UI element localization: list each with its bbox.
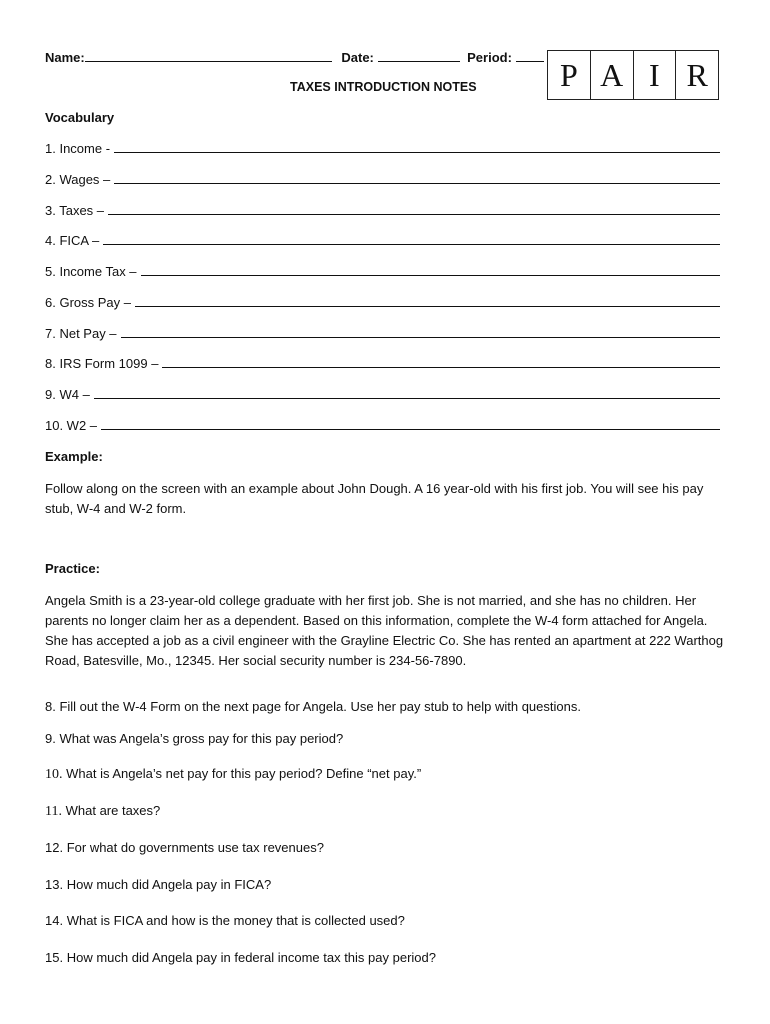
pair-letter-a: A xyxy=(591,51,634,99)
answer-line[interactable] xyxy=(103,243,720,245)
question-number: 13. xyxy=(45,877,64,892)
vocab-label: 9. W4 – xyxy=(45,387,90,402)
question-text: What was Angela’s gross pay for this pay period? xyxy=(59,731,344,746)
vocab-item-wages[interactable] xyxy=(45,172,720,187)
vocab-item-income-tax[interactable] xyxy=(45,264,720,279)
vocab-label: 7. Net Pay – xyxy=(45,326,117,341)
answer-line[interactable] xyxy=(94,397,720,399)
vocab-label: 2. Wages – xyxy=(45,172,111,187)
pair-box xyxy=(547,50,719,100)
example-heading: Example: xyxy=(45,449,103,464)
question-14 xyxy=(45,913,405,928)
question-number: 12. xyxy=(45,840,64,855)
question-13 xyxy=(45,877,271,892)
vocab-item-income[interactable] xyxy=(45,141,720,156)
question-number: 14. xyxy=(45,913,64,928)
question-8 xyxy=(45,699,581,714)
vocab-item-fica[interactable] xyxy=(45,233,720,248)
vocab-label: 5. Income Tax – xyxy=(45,264,137,279)
practice-heading: Practice: xyxy=(45,561,100,576)
answer-line[interactable] xyxy=(135,305,720,307)
question-text: For what do governments use tax revenues? xyxy=(66,840,324,855)
vocab-item-w4[interactable] xyxy=(45,387,720,402)
pair-letter-i: I xyxy=(634,51,677,99)
vocab-label: 4. FICA – xyxy=(45,233,100,248)
vocab-item-net-pay[interactable] xyxy=(45,326,720,341)
answer-line[interactable] xyxy=(141,274,720,276)
vocabulary-heading: Vocabulary xyxy=(45,110,115,125)
answer-line[interactable] xyxy=(108,213,720,215)
pair-letter-p: P xyxy=(548,51,591,99)
period-label: Period: xyxy=(467,50,512,65)
answer-line[interactable] xyxy=(114,151,720,153)
vocab-label: 3. Taxes – xyxy=(45,203,105,218)
vocab-label: 1. Income - xyxy=(45,141,111,156)
question-10 xyxy=(45,766,421,783)
question-11 xyxy=(45,803,160,820)
practice-paragraph: Angela Smith is a 23-year-old college graduate with her first job. She is not married, and she has no children. Her parents no longer claim her as a dependent. Based on this information, complete the W-4 form attached for Angela. She has accepted a job as a civil engineer with the Grayline Electric Co. She has rented an apartment at 222 Warthog Road, Batesville, Mo., 12345. Her social security number is 234-56-7890. xyxy=(45,593,724,668)
header-row xyxy=(45,49,544,65)
question-text: How much did Angela pay in FICA? xyxy=(66,877,272,892)
date-field-line[interactable] xyxy=(378,49,460,62)
vocab-label: 10. W2 – xyxy=(45,418,98,433)
question-number: 11. xyxy=(45,804,62,819)
vocab-item-w2[interactable] xyxy=(45,418,720,433)
question-number: 10. xyxy=(45,767,63,782)
question-number: 15. xyxy=(45,950,64,965)
vocab-label: 8. IRS Form 1099 – xyxy=(45,356,159,371)
period-field-line[interactable] xyxy=(516,49,544,62)
question-text: What are taxes? xyxy=(65,803,161,818)
question-9 xyxy=(45,731,343,746)
name-label: Name: xyxy=(45,50,85,65)
page-title: TAXES INTRODUCTION NOTES xyxy=(290,80,477,94)
vocab-item-taxes[interactable] xyxy=(45,203,720,218)
date-label: Date: xyxy=(341,50,374,65)
question-number: 9. xyxy=(45,731,56,746)
vocab-item-gross-pay[interactable] xyxy=(45,295,720,310)
question-text: How much did Angela pay in federal income tax this pay period? xyxy=(66,950,436,965)
answer-line[interactable] xyxy=(162,366,720,368)
question-15 xyxy=(45,950,436,965)
example-paragraph: Follow along on the screen with an example about John Dough. A 16 year-old with his first job. You will see his pay stub, W-4 and W-2 form. xyxy=(45,481,704,516)
pair-letter-r: R xyxy=(686,56,708,93)
answer-line[interactable] xyxy=(121,336,720,338)
vocab-item-irs-1099[interactable] xyxy=(45,356,720,371)
answer-line[interactable] xyxy=(114,182,720,184)
question-number: 8. xyxy=(45,699,56,714)
question-text: What is Angela’s net pay for this pay period? Define “net pay.” xyxy=(66,766,422,781)
question-text: Fill out the W-4 Form on the next page for Angela. Use her pay stub to help with questions. xyxy=(59,699,581,714)
question-text: What is FICA and how is the money that is collected used? xyxy=(66,913,405,928)
name-field-line[interactable] xyxy=(85,49,332,62)
vocab-label: 6. Gross Pay – xyxy=(45,295,131,310)
question-12 xyxy=(45,840,324,855)
answer-line[interactable] xyxy=(101,428,720,430)
